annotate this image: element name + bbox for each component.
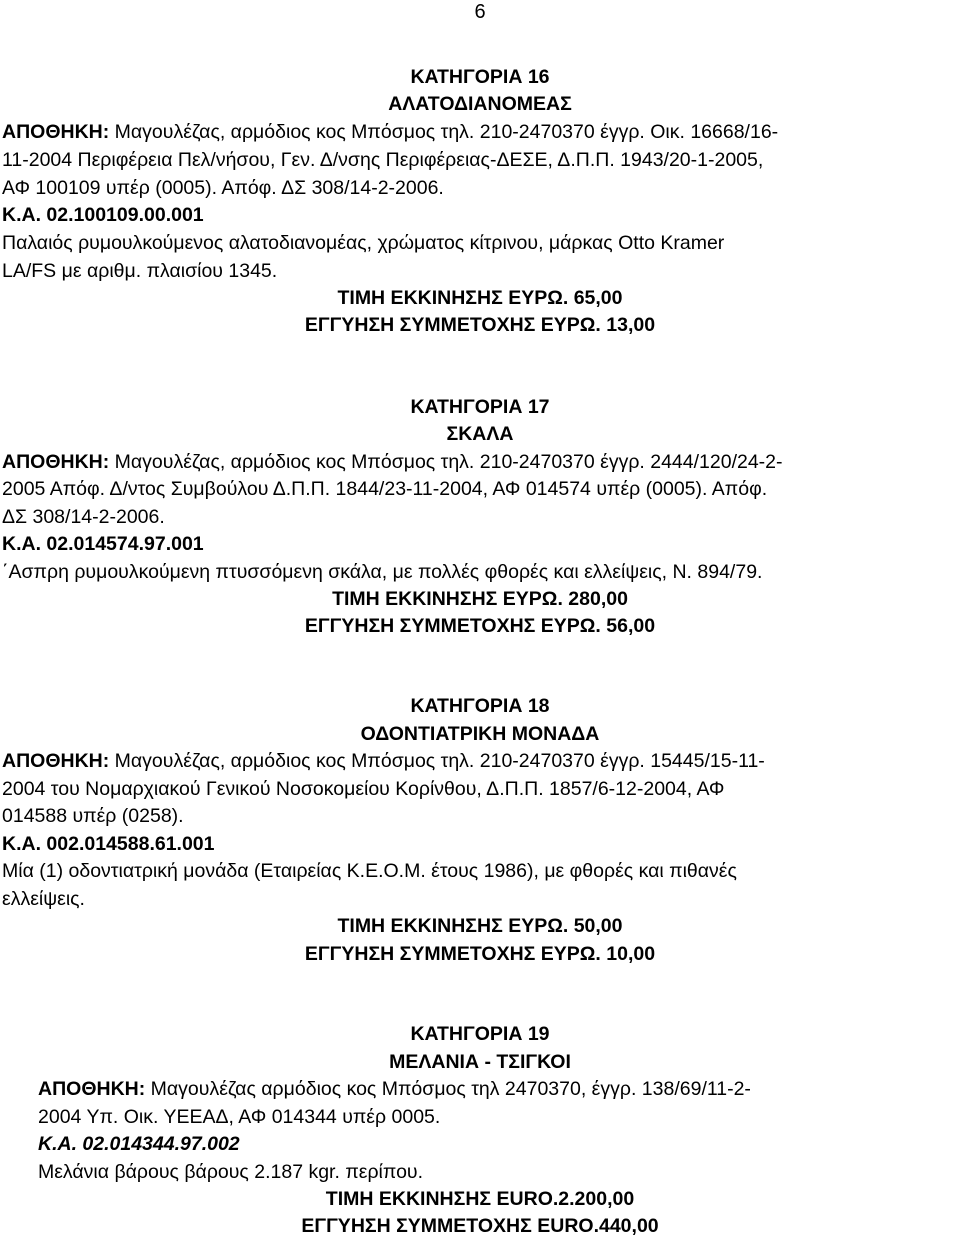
category-heading: ΚΑΤΗΓΟΡΙΑ 17 <box>410 396 550 418</box>
depot-line <box>2 449 783 476</box>
starting-price: ΤΙΜΗ ΕΚΚΙΝΗΣΗΣ ΕΥΡΩ. 65,00 <box>337 287 623 309</box>
depot-text: Μαγουλέζας, αρμόδιος κος Μπόσμος τηλ. 210-2470370 έγγρ. 2444/120/24-2- <box>109 451 783 473</box>
depot-label: ΑΠΟΘΗΚΗ: <box>2 451 110 473</box>
participation-guarantee: ΕΓΓΥΗΣΗ ΣΥΜΜΕΤΟΧΗΣ EURO.440,00 <box>301 1215 659 1237</box>
category-heading: ΚΑΤΗΓΟΡΙΑ 19 <box>410 1023 550 1045</box>
depot-label: ΑΠΟΘΗΚΗ: <box>2 121 110 143</box>
participation-guarantee: ΕΓΓΥΗΣΗ ΣΥΜΜΕΤΟΧΗΣ ΕΥΡΩ. 13,00 <box>304 314 656 336</box>
depot-line <box>2 119 932 146</box>
category-heading: ΚΑΤΗΓΟΡΙΑ 18 <box>410 695 550 717</box>
depot-text: Μαγουλέζας, αρμόδιος κος Μπόσμος τηλ. 210-2470370 έγγρ. 15445/15-11- <box>109 750 765 772</box>
item-description: Παλαιός ρυμουλκούμενος αλατοδιανομέας, χρώματος κίτρινου, μάρκας Otto Kramer <box>2 232 725 254</box>
participation-guarantee: ΕΓΓΥΗΣΗ ΣΥΜΜΕΤΟΧΗΣ ΕΥΡΩ. 56,00 <box>304 615 656 637</box>
starting-price: ΤΙΜΗ ΕΚΚΙΝΗΣΗΣ EURO.2.200,00 <box>325 1188 635 1210</box>
depot-text: Μαγουλέζας, αρμόδιος κος Μπόσμος τηλ. 210-2470370 έγγρ. Οικ. 16668/16- <box>109 121 779 143</box>
category-title: ΜΕΛΑΝΙΑ - ΤΣΙΓΚΟΙ <box>389 1051 571 1073</box>
depot-line: 2004 Υπ. Οικ. ΥΕΕΑΔ, ΑΦ 014344 υπέρ 0005. <box>38 1106 441 1128</box>
category-title: ΑΛΑΤΟΔΙΑΝΟΜΕΑΣ <box>388 93 572 115</box>
depot-label: ΑΠΟΘΗΚΗ: <box>38 1078 146 1100</box>
depot-line: 2004 του Νομαρχιακού Γενικού Νοσοκομείου Κορίνθου, Δ.Π.Π. 1857/6-12-2004, ΑΦ <box>2 778 725 800</box>
depot-line: ΑΦ 100109 υπέρ (0005). Απόφ. ΔΣ 308/14-2-2006. <box>2 177 444 199</box>
depot-line <box>38 1076 751 1103</box>
item-description: ελλείψεις. <box>2 888 85 910</box>
starting-price: ΤΙΜΗ ΕΚΚΙΝΗΣΗΣ ΕΥΡΩ. 50,00 <box>337 915 623 937</box>
depot-line: ΔΣ 308/14-2-2006. <box>2 506 165 528</box>
item-description: Μελάνια βάρους βάρους 2.187 kgr. περίπου. <box>38 1161 423 1183</box>
depot-line: 11-2004 Περιφέρεια Πελ/νήσου, Γεν. Δ/νσης Περιφέρειας-ΔΕΣΕ, Δ.Π.Π. 1943/20-1-2005, <box>2 149 764 171</box>
depot-text: Μαγουλέζας αρμόδιος κος Μπόσμος τηλ 2470370, έγγρ. 138/69/11-2- <box>145 1078 751 1100</box>
item-description: LA/FS με αριθμ. πλαισίου 1345. <box>2 260 278 282</box>
category-title: ΟΔΟΝΤΙΑΤΡΙΚΗ ΜΟΝΑΔΑ <box>360 723 600 745</box>
item-code: Κ.Α. 02.014574.97.001 <box>2 533 204 555</box>
depot-line: 2005 Απόφ. Δ/ντος Συμβούλου Δ.Π.Π. 1844/23-11-2004, ΑΦ 014574 υπέρ (0005). Απόφ. <box>2 478 768 500</box>
item-code: Κ.Α. 002.014588.61.001 <box>2 833 215 855</box>
page-number: 6 <box>474 1 486 23</box>
category-heading: ΚΑΤΗΓΟΡΙΑ 16 <box>410 66 550 88</box>
item-code: Κ.Α. 02.014344.97.002 <box>38 1133 240 1155</box>
item-code: Κ.Α. 02.100109.00.001 <box>2 204 204 226</box>
item-description: Μία (1) οδοντιατρική μονάδα (Εταιρείας Κ.Ε.Ο.Μ. έτους 1986), με φθορές και πιθανές <box>2 860 737 882</box>
item-description: ΄Ασπρη ρυμουλκούμενη πτυσσόμενη σκάλα, με πολλές φθορές και ελλείψεις, Ν. 894/79. <box>2 561 763 583</box>
category-title: ΣΚΑΛΑ <box>446 423 514 445</box>
starting-price: ΤΙΜΗ ΕΚΚΙΝΗΣΗΣ ΕΥΡΩ. 280,00 <box>332 588 628 610</box>
depot-label: ΑΠΟΘΗΚΗ: <box>2 750 110 772</box>
depot-line <box>2 748 765 775</box>
depot-line: 014588 υπέρ (0258). <box>2 805 184 827</box>
participation-guarantee: ΕΓΓΥΗΣΗ ΣΥΜΜΕΤΟΧΗΣ ΕΥΡΩ. 10,00 <box>304 943 656 965</box>
